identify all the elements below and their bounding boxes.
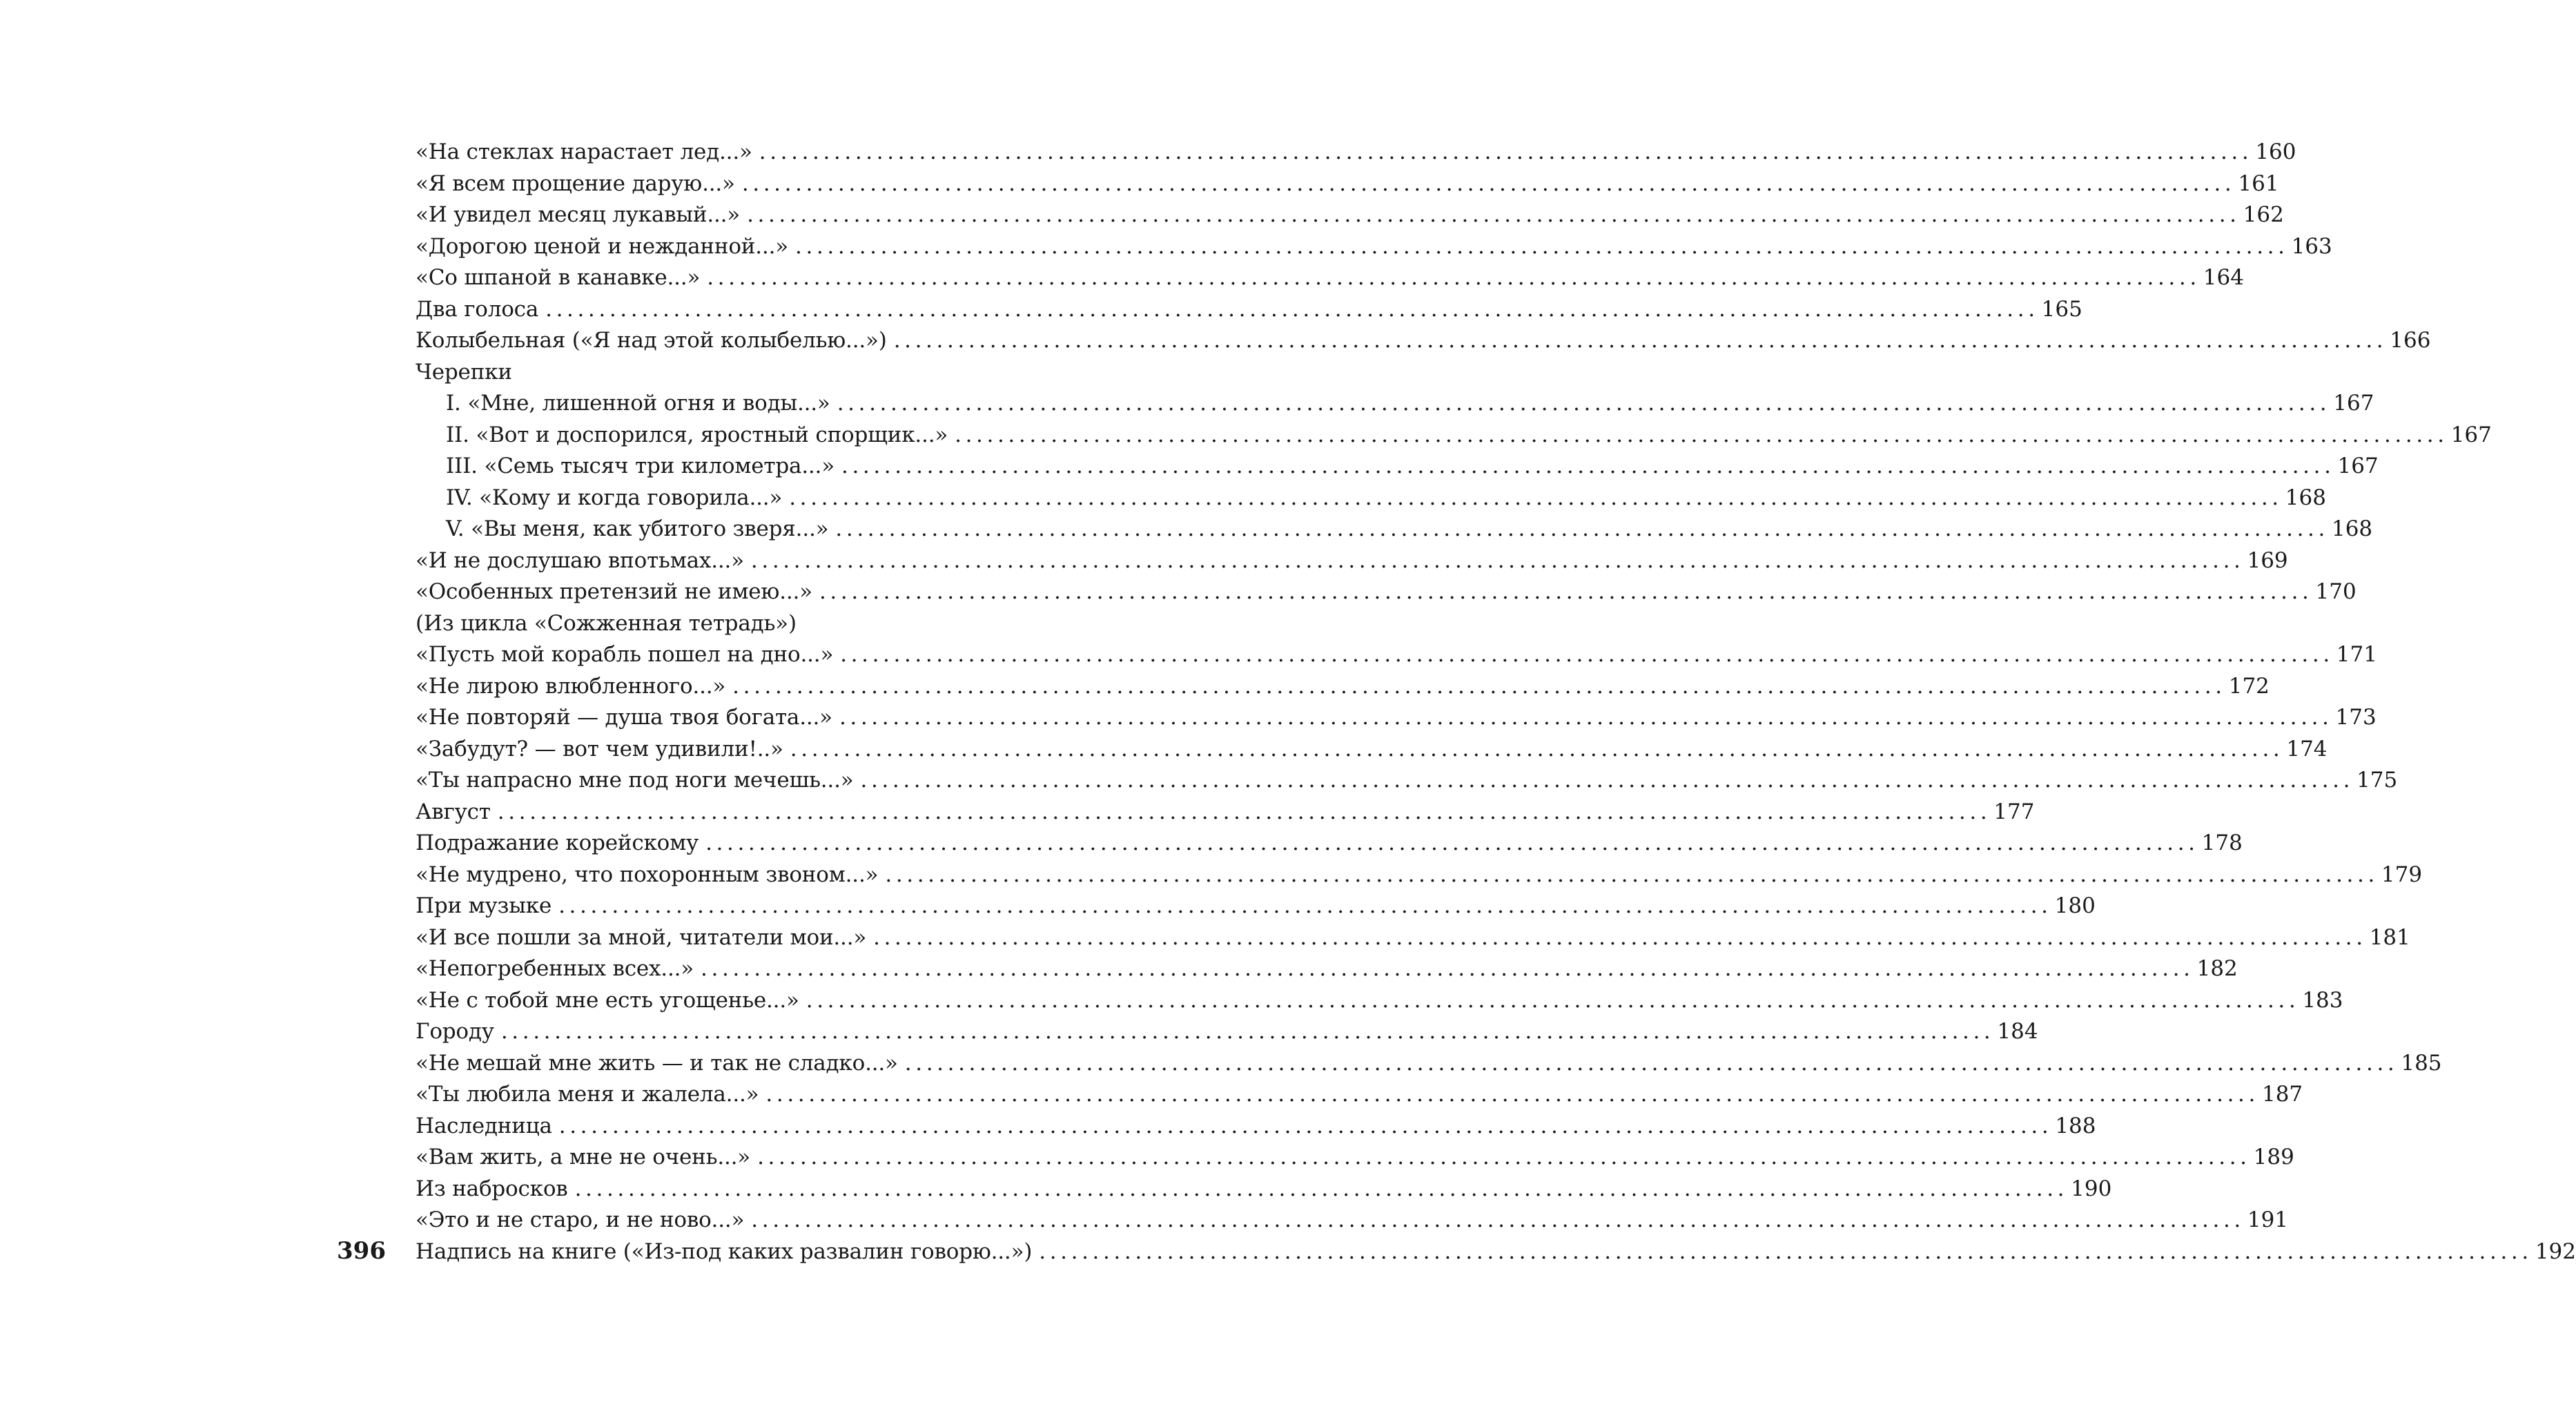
dot-leader: ............................................................................................................................................ [806, 987, 2300, 1013]
toc-entry-title: Надпись на книге («Из-под каких развалин говорю...») [416, 1239, 1033, 1264]
toc-entry-line [416, 545, 2288, 577]
toc-entry-page: 160 [2255, 139, 2296, 164]
toc-entry-title: Черепки [416, 359, 512, 385]
dot-leader: ............................................................................................................................................ [500, 1019, 1995, 1044]
toc-entry [416, 765, 2398, 797]
toc-entry-line [416, 1048, 2442, 1080]
toc-entry-page: 179 [2381, 862, 2423, 887]
toc-entry-page: 180 [2054, 893, 2096, 918]
toc-entry [416, 200, 2284, 231]
toc-entry-title: Август [416, 799, 491, 824]
toc-entry [416, 891, 2096, 922]
toc-entry-line [416, 828, 2243, 860]
toc-entry-line [416, 1236, 2576, 1268]
toc-entry-page: 191 [2247, 1207, 2289, 1232]
toc-entry-line [416, 1205, 2289, 1236]
toc-entry-title: «Пусть мой корабль пошел на дно...» [416, 642, 834, 667]
dot-leader: ............................................................................................................................................ [873, 924, 2367, 950]
toc-entry-title: «Не мудрено, что похоронным звоном...» [416, 862, 879, 887]
toc-entry-line [416, 262, 2244, 294]
toc-entry-page: 177 [1993, 799, 2035, 824]
toc-entry-page: 165 [2041, 296, 2082, 322]
toc-entry [416, 1236, 2576, 1268]
toc-entry-page: 168 [2285, 485, 2326, 510]
toc-entry-title: II. «Вот и доспорился, яростный спорщик...» [446, 422, 948, 447]
toc-entry-line [416, 608, 1099, 640]
toc-entry [416, 702, 2377, 734]
toc-entry [416, 797, 2035, 828]
toc-entry-page: 163 [2291, 233, 2332, 259]
dot-leader: ............................................................................................................................................ [839, 705, 2333, 730]
toc-entry [416, 420, 2492, 452]
toc-entry [416, 514, 2373, 545]
toc-entry [416, 608, 1099, 640]
dot-leader: ............................................................................................................................................ [837, 391, 2331, 416]
toc-entry-title: «И не дослушаю впотьмах...» [416, 547, 744, 573]
toc-entry-line [416, 1142, 2294, 1174]
toc-entry-line [416, 200, 2284, 231]
toc-entry-line [416, 985, 2343, 1017]
toc-entry [416, 1016, 2038, 1048]
toc-entry [416, 953, 2238, 985]
toc-entry [416, 1142, 2294, 1174]
dot-leader: ............................................................................................................................................ [765, 1082, 2259, 1107]
toc-entry [416, 325, 2431, 357]
toc-entry-line [416, 953, 2238, 985]
toc-entry [416, 545, 2288, 577]
toc-entry-page: 162 [2243, 202, 2284, 227]
toc-entry-page: 161 [2238, 171, 2279, 196]
toc-entry-page: 187 [2261, 1082, 2303, 1107]
toc-entry-page: 167 [2333, 391, 2374, 416]
toc-entry [416, 828, 2243, 860]
toc-entry-title: Городу [416, 1019, 494, 1044]
toc-entry-line [416, 451, 2379, 483]
toc-entry-title: V. «Вы меня, как убитого зверя...» [446, 516, 829, 541]
toc-entry [416, 860, 2423, 891]
toc-entry-page: 188 [2055, 1113, 2096, 1138]
toc-entry-line [416, 1111, 2096, 1143]
toc-entry-page: 166 [2390, 328, 2431, 353]
dot-leader: ............................................................................................................................................ [790, 736, 2284, 761]
dot-leader: ............................................................................................................................................ [545, 296, 2039, 322]
dot-leader: ............................................................................................................................................ [574, 1176, 2069, 1201]
toc-entry-title: Подражание корейскому [416, 831, 699, 855]
toc-entry-page: 184 [1997, 1019, 2038, 1044]
toc-entry-page: 183 [2302, 987, 2343, 1013]
toc-entry-line [416, 483, 2326, 514]
toc-entry-page: 171 [2336, 642, 2377, 667]
toc-entry-line [416, 922, 2410, 954]
toc-entry-title: «Не повторяй — душа твоя богата...» [416, 705, 832, 730]
toc-entry-page: 190 [2071, 1176, 2112, 1201]
toc-entry-title: «Дорогою ценой и нежданной...» [416, 233, 788, 259]
dot-leader: ............................................................................................................................................ [841, 454, 2335, 478]
dot-leader: ............................................................................................................................................ [497, 799, 1991, 824]
toc-entry [416, 1174, 2112, 1205]
toc-entry-line [416, 1174, 2112, 1205]
toc-entry-page: 169 [2247, 547, 2288, 573]
toc-entry-line [416, 388, 2374, 420]
toc-entry-line [416, 325, 2431, 357]
toc-entry-page: 167 [2450, 422, 2492, 447]
toc-entry-title: «Ты напрасно мне под ноги мечешь...» [416, 768, 854, 793]
dot-leader: ............................................................................................................................................ [705, 831, 2199, 855]
toc-entry [416, 137, 2296, 168]
dot-leader: ............................................................................................................................................ [701, 956, 2194, 981]
toc-entry-page: 168 [2331, 516, 2373, 541]
dot-leader: ............................................................................................................................................ [741, 171, 2236, 196]
dot-leader: ............................................................................................................................................ [732, 673, 2226, 699]
dot-leader: ............................................................................................................................................ [750, 547, 2245, 573]
toc-entry-line [416, 860, 2423, 891]
toc-entry-title: «Это и не старо, и не ново...» [416, 1207, 745, 1232]
toc-entry [416, 388, 2374, 420]
toc-entry-line [416, 420, 2492, 452]
toc-entry-page: 185 [2401, 1050, 2442, 1076]
toc-entry [416, 483, 2326, 514]
toc-entry-line [416, 231, 2332, 263]
dot-leader: ............................................................................................................................................ [860, 768, 2354, 793]
toc-entry-line [416, 294, 2082, 326]
toc-entry-title: «И увидел месяц лукавый...» [416, 202, 741, 227]
dot-leader: ............................................................................................................................................ [759, 139, 2253, 164]
toc-entry [416, 451, 2379, 483]
toc-entry-line [416, 797, 2035, 828]
toc-entry [416, 734, 2328, 766]
toc-entry-title: «Не мешай мне жить — и так не сладко...» [416, 1050, 898, 1076]
dot-leader: ............................................................................................................................................ [840, 642, 2334, 667]
toc-entry [416, 922, 2410, 954]
dot-leader: ............................................................................................................................................ [904, 1050, 2399, 1076]
toc-entry [416, 294, 2082, 326]
table-of-contents [416, 137, 2576, 1268]
toc-entry [416, 1048, 2442, 1080]
dot-leader: ............................................................................................................................................ [893, 328, 2388, 353]
toc-entry-line [416, 734, 2328, 766]
dot-leader: ............................................................................................................................................ [757, 1145, 2251, 1169]
dot-leader: ............................................................................................................................................ [747, 202, 2241, 227]
toc-entry-title: «Непогребенных всех...» [416, 956, 694, 981]
dot-leader: ............................................................................................................................................ [885, 862, 2379, 887]
toc-entry-line [416, 1016, 2038, 1048]
toc-entry-title: При музыке [416, 893, 552, 918]
toc-entry-page: 175 [2357, 768, 2398, 793]
toc-entry-line [416, 137, 2296, 168]
toc-entry-title: III. «Семь тысяч три километра...» [446, 454, 835, 478]
toc-entry-title: «И все пошли за мной, читатели мои...» [416, 924, 867, 950]
toc-entry-line [416, 891, 2096, 922]
toc-entry-page: 167 [2337, 454, 2379, 478]
toc-entry [416, 357, 1099, 389]
dot-leader: ............................................................................................................................................ [707, 265, 2201, 290]
toc-entry-line [416, 168, 2279, 200]
toc-entry-line [416, 765, 2398, 797]
toc-entry-title: «Со шпаной в канавке...» [416, 265, 701, 290]
toc-entry-title: «Я всем прощение дарую...» [416, 171, 735, 196]
dot-leader: ............................................................................................................................................ [835, 516, 2329, 541]
toc-entry-line [416, 671, 2270, 703]
dot-leader: ............................................................................................................................................ [558, 893, 2052, 918]
toc-entry-title: Наследница [416, 1113, 552, 1138]
toc-entry [416, 168, 2279, 200]
toc-entry-page: 192 [2535, 1239, 2576, 1264]
toc-entry [416, 262, 2244, 294]
page-number: 396 [337, 1237, 386, 1265]
toc-entry [416, 1079, 2303, 1111]
toc-entry [416, 985, 2343, 1017]
toc-entry-page: 172 [2228, 673, 2270, 699]
dot-leader: ............................................................................................................................................ [795, 233, 2289, 259]
toc-entry-title: «Забудут? — вот чем удивили!..» [416, 736, 783, 761]
toc-entry-title: «Особенных претензий не имею...» [416, 579, 812, 604]
toc-entry-page: 181 [2369, 924, 2410, 950]
toc-entry [416, 231, 2332, 263]
toc-entry-page: 173 [2335, 705, 2377, 730]
toc-entry [416, 1205, 2289, 1236]
toc-entry-title: Два голоса [416, 296, 539, 322]
toc-entry-page: 170 [2315, 579, 2357, 604]
toc-entry-line [416, 357, 1099, 389]
dot-leader: ............................................................................................................................................ [955, 422, 2448, 447]
toc-entry-title: «На стеклах нарастает лед...» [416, 139, 752, 164]
toc-entry-page: 164 [2203, 265, 2244, 290]
toc-entry-title: Из набросков [416, 1176, 568, 1201]
toc-entry-title: I. «Мне, лишенной огня и воды...» [446, 391, 830, 416]
toc-entry-title: Колыбельная («Я над этой колыбелью...») [416, 328, 887, 353]
toc-entry [416, 576, 2357, 608]
toc-entry [416, 1111, 2096, 1143]
toc-entry [416, 639, 2377, 671]
dot-leader: ............................................................................................................................................ [819, 579, 2313, 604]
toc-entry [416, 671, 2270, 703]
toc-entry-page: 189 [2253, 1145, 2294, 1169]
toc-entry-title: (Из цикла «Сожженная тетрадь») [416, 610, 797, 636]
dot-leader: ............................................................................................................................................ [789, 485, 2283, 510]
toc-entry-line [416, 702, 2377, 734]
dot-leader: ............................................................................................................................................ [751, 1207, 2245, 1232]
toc-entry-line [416, 576, 2357, 608]
dot-leader: ............................................................................................................................................ [1039, 1239, 2533, 1264]
dot-leader: ............................................................................................................................................ [558, 1113, 2053, 1138]
toc-entry-line [416, 514, 2373, 545]
toc-entry-title: IV. «Кому и когда говорила...» [446, 485, 783, 510]
toc-entry-title: «Не с тобой мне есть угощенье...» [416, 987, 799, 1013]
toc-entry-title: «Вам жить, а мне не очень...» [416, 1145, 751, 1169]
toc-entry-page: 174 [2286, 736, 2328, 761]
toc-entry-line [416, 639, 2377, 671]
toc-entry-title: «Ты любила меня и жалела...» [416, 1082, 759, 1107]
toc-entry-page: 178 [2201, 831, 2243, 855]
toc-entry-line [416, 1079, 2303, 1111]
toc-entry-page: 182 [2196, 956, 2238, 981]
toc-entry-title: «Не лирою влюбленного...» [416, 673, 726, 699]
